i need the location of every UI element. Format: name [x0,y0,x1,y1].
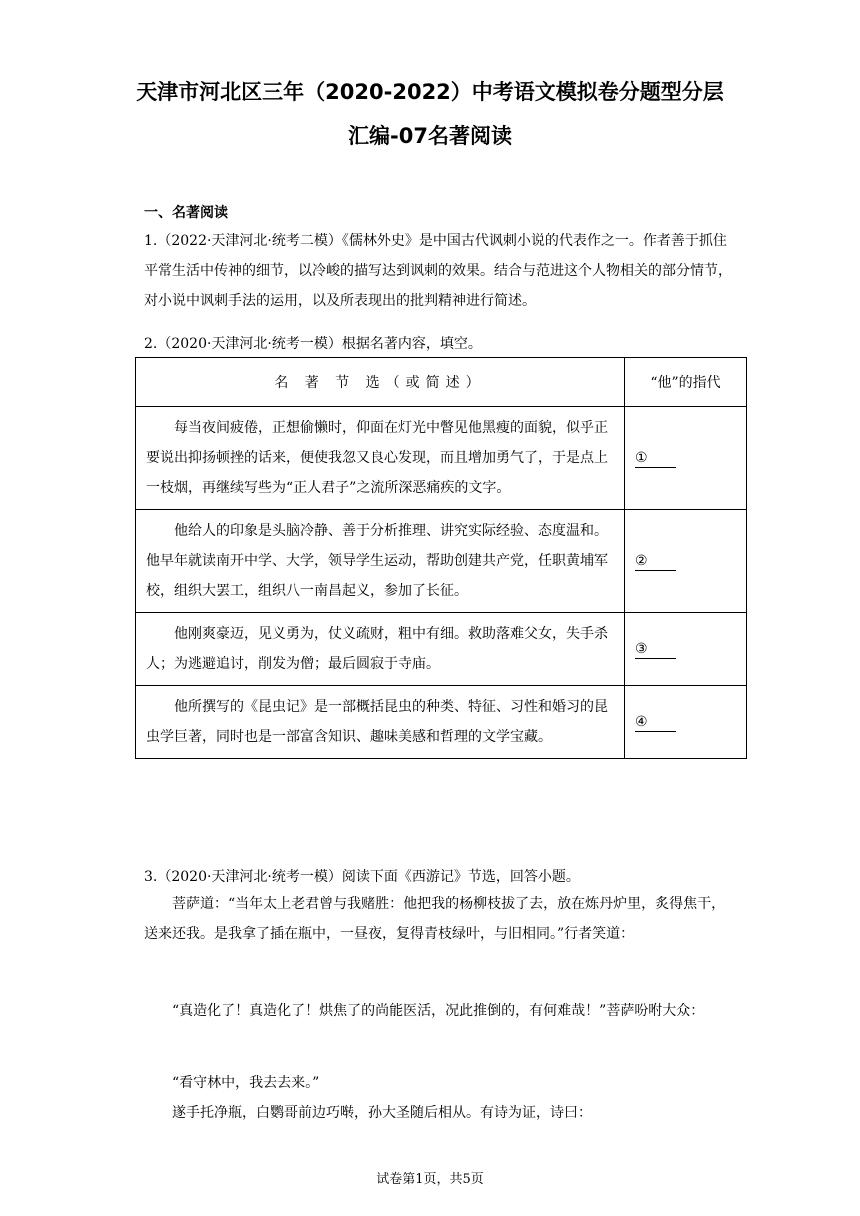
table-cell-blank[interactable] [625,613,747,686]
passage-paragraph: “看守林中，我去去来。” [172,1075,320,1091]
passage-paragraph: 遂手托净瓶，白鹦哥前边巧啭，孙大圣随后相从。有诗为证，诗曰： [172,1105,592,1121]
table-cell-blank[interactable] [625,510,747,613]
question-1: 1.（2022·天津河北·统考二模）《儒林外史》是中国古代讽刺小说的代表作之一。作者善于抓住平常生活中传神的细节，以冷峻的描写达到讽刺的效果。结合与范进这个人物相关的部分情节，对小说中讽刺手法的运用，以及所表现出的批判精神进行简述。 [144,233,732,309]
table-header-referent: “他”的指代 [625,358,747,407]
page-footer: 试卷第1页，共5页 [376,1172,484,1187]
answer-blank-1[interactable]: ① [635,449,676,468]
table-cell-excerpt: 每当夜间疲倦，正想偷懒时，仰面在灯光中瞥见他黑瘦的面貌，似乎正要说出抑扬顿挫的话来，便使我忽又良心发现，而且增加勇气了，于是点上一枝烟，再继续写些为“正人君子”之流所深恶痛疾的文字。 [136,407,625,510]
table-cell-blank[interactable] [625,407,747,510]
answer-blank-4[interactable]: ④ [635,713,676,732]
table-row [136,407,747,510]
table-row [136,510,747,613]
table-row [136,686,747,759]
table-header-row [136,358,747,407]
passage-paragraph: 菩萨道：“当年太上老君曾与我赌胜：他把我的杨柳枝拔了去，放在炼丹炉里，炙得焦干，送来还我。是我拿了插在瓶中，一昼夜，复得青枝绿叶，与旧相同。”行者笑道： [144,896,726,942]
question-2: 2.（2020·天津河北·统考一模）根据名著内容，填空。 [144,336,482,352]
doc-title-line1: 天津市河北区三年（2020-2022）中考语文模拟卷分题型分层 [136,80,724,104]
table-cell-excerpt: 他给人的印象是头脑冷静、善于分析推理、讲究实际经验、态度温和。他早年就读南开中学、大学，领导学生运动，帮助创建共产党，任职黄埔军校，组织大罢工，组织八一南昌起义，参加了长征。 [136,510,625,613]
table-row [136,613,747,686]
fill-in-table [135,357,747,759]
answer-blank-3[interactable]: ③ [635,640,676,659]
answer-blank-2[interactable]: ② [635,552,676,571]
table-cell-excerpt: 他刚爽豪迈，见义勇为，仗义疏财，粗中有细。救助落难父女，失手杀人；为逃避追讨，削发为僧；最后圆寂于寺庙。 [136,613,625,686]
table-cell-excerpt: 他所撰写的《昆虫记》是一部概括昆虫的种类、特征、习性和婚习的昆虫学巨著，同时也是一部富含知识、趣味美感和哲理的文学宝藏。 [136,686,625,759]
table-header-excerpt: 名 著 节 选（或简述） [136,358,625,407]
table-cell-blank[interactable] [625,686,747,759]
question-3: 3.（2020·天津河北·统考一模）阅读下面《西游记》节选，回答小题。 [144,869,580,885]
doc-title-line2: 汇编-07名著阅读 [348,124,512,148]
section-heading: 一、名著阅读 [144,205,228,221]
passage-paragraph: “真造化了！真造化了！烘焦了的尚能医活，况此推倒的，有何难哉！”菩萨吩咐大众： [172,1003,705,1019]
